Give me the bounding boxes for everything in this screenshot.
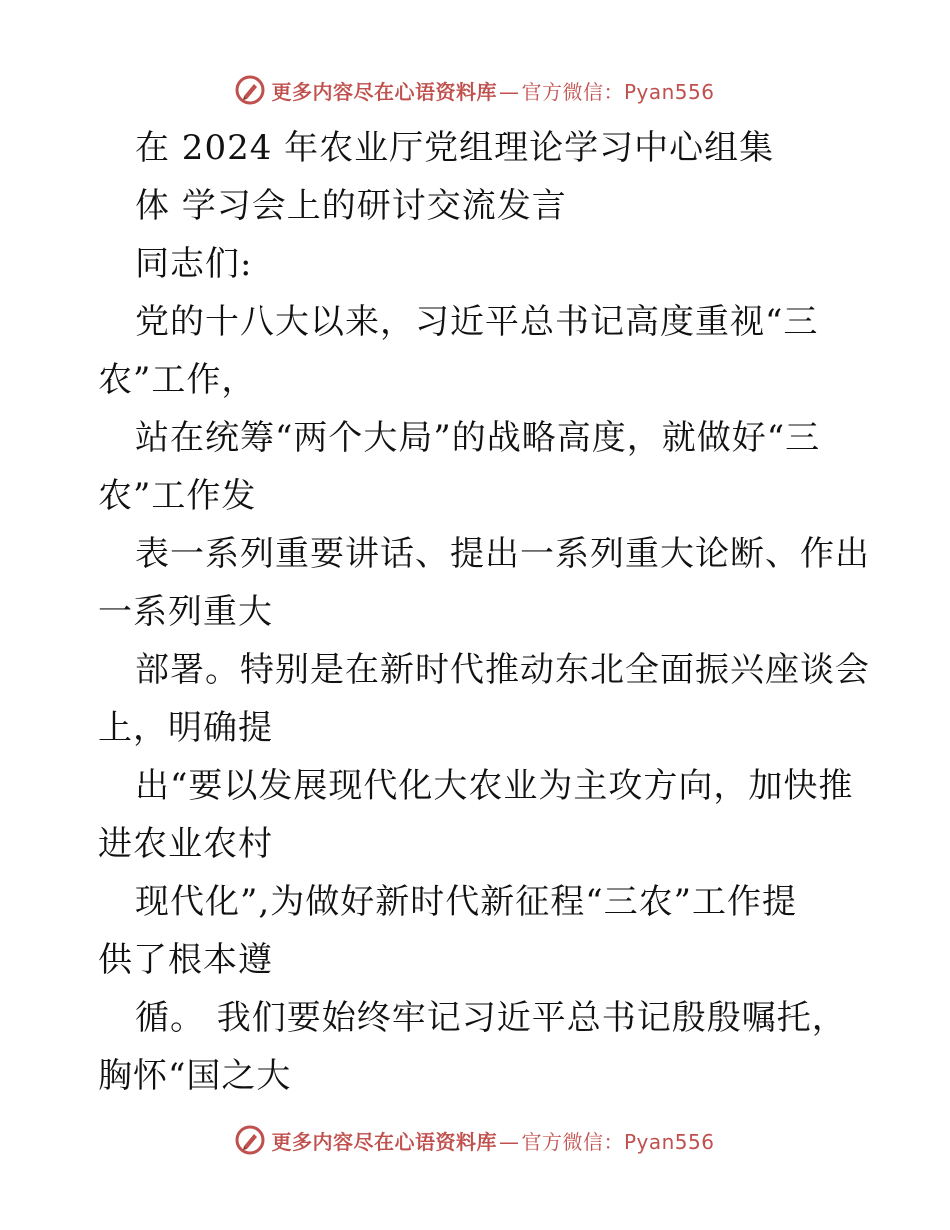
header-banner	[0, 70, 950, 110]
banner-separator: —	[498, 79, 520, 104]
document-title-line-1: 在 2024 年农业厅党组理论学习中心组集	[135, 128, 775, 168]
body-line: 供了根本遵	[98, 940, 273, 980]
body-line: 表一系列重要讲话、提出一系列重大论断、作出	[135, 534, 870, 574]
banner-separator: —	[498, 1129, 520, 1154]
body-line: 一系列重大	[98, 592, 273, 632]
banner-label: 更多内容尽在心语资料库	[271, 1129, 497, 1154]
banner-label: 更多内容尽在心语资料库	[271, 79, 497, 104]
body-line: 胸怀“国之大	[98, 1056, 292, 1096]
body-line: 党的十八大以来，习近平总书记高度重视“三	[135, 302, 819, 342]
body-line: 上，明确提	[98, 708, 273, 748]
greeting: 同志们:	[135, 244, 253, 284]
body-line: 站在统筹“两个大局”的战略高度，就做好“三	[135, 418, 821, 458]
body-line: 农”工作，	[98, 360, 257, 400]
banner-text	[271, 1126, 714, 1155]
body-line: 进农业农村	[98, 824, 273, 864]
banner-wechat: 官方微信：Pyan556	[521, 79, 715, 104]
body-line: 循。 我们要始终牢记习近平总书记殷殷嘱托，	[135, 998, 847, 1038]
banner-text	[271, 76, 714, 105]
body-line: 农”工作发	[98, 476, 257, 516]
body-line: 现代化”,为做好新时代新征程“三农”工作提	[135, 882, 797, 922]
pen-logo-icon	[235, 75, 265, 105]
footer-banner	[0, 1120, 950, 1160]
body-line: 部署。特别是在新时代推动东北全面振兴座谈会	[135, 650, 870, 690]
document-title-line-2: 体 学习会上的研讨交流发言	[135, 186, 567, 226]
body-line: 出“要以发展现代化大农业为主攻方向，加快推	[135, 766, 854, 806]
banner-wechat: 官方微信：Pyan556	[521, 1129, 715, 1154]
pen-logo-icon	[235, 1125, 265, 1155]
